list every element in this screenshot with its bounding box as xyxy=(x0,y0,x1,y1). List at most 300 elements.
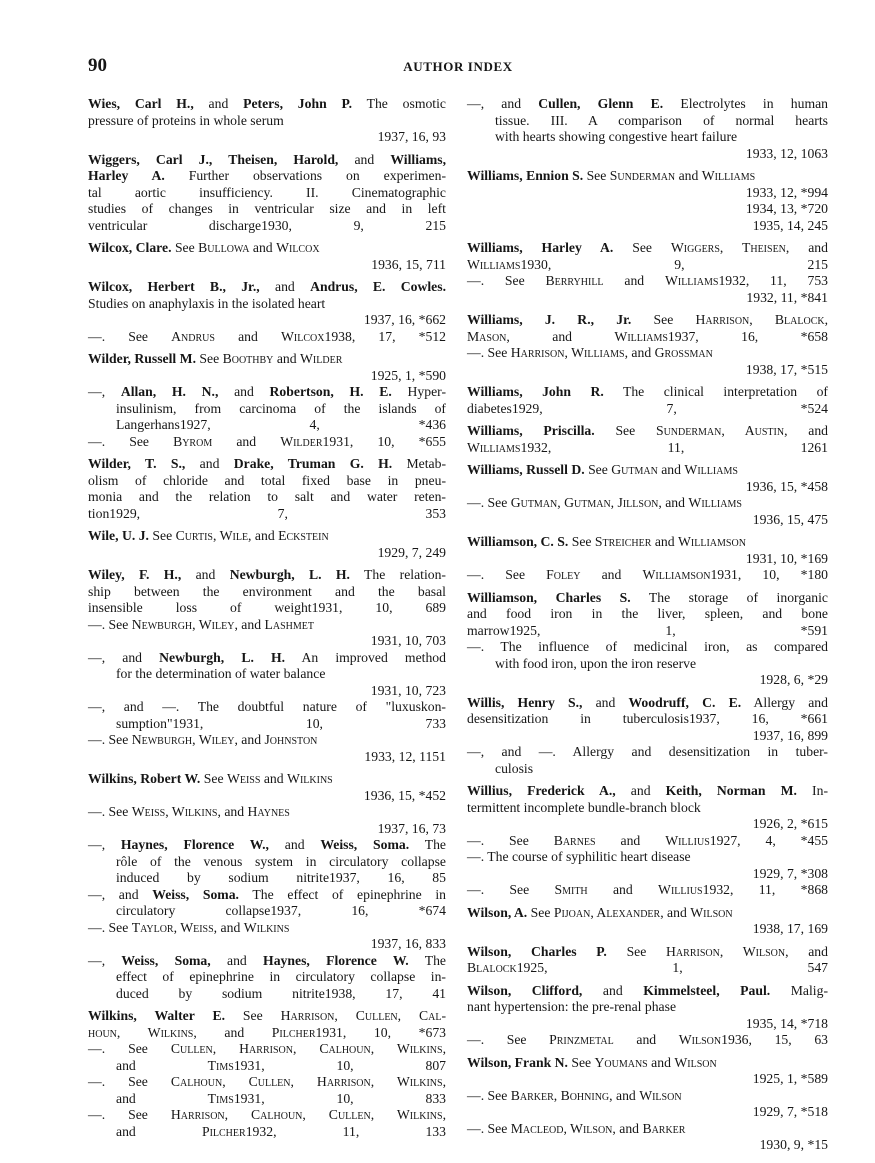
index-text: —. See xyxy=(88,328,172,344)
index-text: Andrus xyxy=(171,328,215,344)
index-text: marrow xyxy=(467,622,510,638)
index-text: pressure of proteins in whole serum xyxy=(88,112,284,128)
index-entry xyxy=(88,771,446,1002)
page-number: 90 xyxy=(88,55,107,76)
index-text: and xyxy=(580,567,643,582)
index-text: —. The course of syphilitic heart disease xyxy=(467,849,691,864)
citation: 1931, 10, 689 xyxy=(311,600,447,615)
index-text: Williams, xyxy=(390,151,446,167)
index-text: Andrus, E. Cowles. xyxy=(310,279,447,294)
citation: 1932, 11, 1261 xyxy=(520,439,828,455)
index-entry xyxy=(467,96,828,162)
index-text: and xyxy=(582,694,629,710)
citation: 1936, 15, 63 xyxy=(721,1032,828,1047)
index-text: See xyxy=(568,534,595,549)
index-text: monia and the relation to salt and water reten- xyxy=(88,489,446,504)
index-text: Wilkins, Walter E. xyxy=(88,1008,226,1023)
index-text: —. See xyxy=(88,804,132,819)
index-text: Williams xyxy=(614,328,668,344)
index-text: —. See xyxy=(467,882,555,897)
index-text: The xyxy=(408,952,446,968)
citation: 1930, 9, 215 xyxy=(520,256,828,272)
index-text: Williamson, Charles S. xyxy=(467,589,631,605)
index-text: —, and xyxy=(88,649,160,665)
index-text: See xyxy=(583,168,610,183)
index-text: Pijoan, Alexander, xyxy=(553,904,664,920)
index-text: Williams, Ennion S. xyxy=(467,168,584,183)
citation: 1937, 16, 93 xyxy=(377,129,446,144)
index-text: —, and —. The doubtful nature of "luxuskon- xyxy=(88,699,446,714)
index-text: See xyxy=(594,423,656,438)
citation: 1932, 11, *868 xyxy=(702,882,829,897)
index-text: Harrison, Cullen, Cal- xyxy=(280,1008,447,1023)
citation: 1927, 4, *436 xyxy=(179,417,446,432)
index-text: Youmans xyxy=(594,1054,648,1070)
index-text: —, and xyxy=(88,886,153,902)
index-text: Willius xyxy=(665,832,710,848)
index-text: Eckstein xyxy=(278,528,329,543)
index-text: Williamson xyxy=(642,567,711,582)
index-text: Weiss, Soma. xyxy=(152,886,239,902)
index-text: Wiley, F. H., xyxy=(88,567,182,582)
index-text: Woodruff, C. E. xyxy=(628,694,742,710)
citation: 1930, 9, 215 xyxy=(261,217,446,233)
index-text: nant hypertension: the pre-renal phase xyxy=(467,999,677,1014)
index-text: and xyxy=(615,783,666,798)
citation: 1932, 11, 133 xyxy=(245,1123,446,1139)
citation: 1926, 2, *615 xyxy=(752,816,828,831)
index-text: The osmotic xyxy=(352,96,446,111)
index-text: Kimmelsteel, Paul. xyxy=(643,982,771,998)
index-text: and xyxy=(338,151,391,167)
citation: 1929, 7, *524 xyxy=(511,400,828,416)
index-text: Wilder xyxy=(280,433,323,449)
index-entry xyxy=(88,279,446,345)
index-text: Newburgh, Wiley, xyxy=(131,616,238,632)
index-entry xyxy=(467,462,828,528)
index-text: —. See xyxy=(467,273,546,288)
index-text: Barker xyxy=(642,1120,686,1136)
index-text: See xyxy=(225,1008,281,1023)
index-text: and xyxy=(661,495,689,510)
index-text: and xyxy=(788,943,828,959)
index-text: See xyxy=(613,240,671,255)
index-text: and xyxy=(116,1057,208,1073)
index-text: induced by sodium nitrite xyxy=(116,870,330,885)
index-text: and xyxy=(615,1120,643,1136)
index-text: —. See xyxy=(467,1032,550,1047)
index-text: tal aortic insufficiency. II. Cinematographic xyxy=(88,184,446,200)
citation: 1937, 16, *662 xyxy=(363,312,446,327)
index-text: Wilson, A. xyxy=(467,904,528,920)
index-text: —, xyxy=(88,384,121,399)
index-text: —. See xyxy=(467,495,511,510)
index-text: See xyxy=(584,462,612,477)
index-text: Wilkins xyxy=(243,919,290,935)
citation: 1934, 13, *720 xyxy=(745,201,828,216)
index-text: and xyxy=(587,882,659,897)
index-text: and xyxy=(217,919,244,935)
index-text: sumption" xyxy=(116,715,173,731)
index-text: Wilson xyxy=(690,904,733,920)
index-entry xyxy=(467,783,828,899)
index-text: and xyxy=(613,1032,679,1047)
index-text: Foley xyxy=(546,567,581,582)
index-text: See xyxy=(196,351,223,366)
citation: 1936, 15, 475 xyxy=(752,511,828,527)
index-entry xyxy=(467,534,828,584)
citation: 1937, 16, 85 xyxy=(329,870,446,885)
index-text: circulatory collapse xyxy=(116,903,271,918)
index-text: Sunderman, Austin, xyxy=(655,423,788,438)
index-text: Wilson xyxy=(674,1054,717,1070)
index-text: tissue. III. A comparison of normal hearts xyxy=(495,112,828,128)
index-text: for the determination of water balance xyxy=(116,666,326,681)
index-text: Wilcox, Clare. xyxy=(88,240,172,255)
index-text: and xyxy=(237,616,265,632)
citation: 1938, 17, 41 xyxy=(324,985,447,1001)
index-text: Tims xyxy=(207,1090,234,1106)
right-column xyxy=(467,96,828,1160)
index-text: Further observations on experimen- xyxy=(164,168,446,183)
index-text: and xyxy=(196,1024,272,1040)
left-column xyxy=(88,96,446,1146)
citation: 1930, 9, *15 xyxy=(759,1137,828,1152)
index-text: In- xyxy=(796,783,829,798)
index-text: See xyxy=(200,771,227,786)
index-text: —. See xyxy=(467,1087,511,1103)
index-text: Williams xyxy=(701,168,756,183)
citation: 1935, 14, 245 xyxy=(752,217,828,233)
index-text: ventricular discharge xyxy=(88,217,262,233)
index-entry xyxy=(467,590,828,689)
citation: 1929, 7, 353 xyxy=(109,505,446,521)
index-text: Haynes, Florence W. xyxy=(263,952,409,968)
index-text: and xyxy=(193,96,244,111)
index-text: Prinzmetal xyxy=(549,1032,614,1047)
index-text: and xyxy=(237,732,265,747)
index-text: Williamson, C. S. xyxy=(467,534,569,549)
index-text: Weiss, Soma, xyxy=(121,952,211,968)
index-text: Cullen, Harrison, Calhoun, Wilkins, xyxy=(170,1041,446,1056)
index-text: Wilson, Frank N. xyxy=(467,1054,568,1070)
index-text: Haynes xyxy=(247,804,290,819)
index-text: and xyxy=(273,351,301,366)
index-text: Berryhill xyxy=(545,273,604,288)
citation: 1931, 10, 807 xyxy=(233,1057,447,1073)
index-text: See xyxy=(606,943,667,959)
index-entry xyxy=(467,312,828,378)
index-text: olism of chloride and total fixed base in pneu- xyxy=(88,472,446,488)
index-text: —. See xyxy=(467,567,547,582)
index-text: and xyxy=(612,1087,640,1103)
index-text: and xyxy=(657,462,685,477)
citation: 1937, 16, *674 xyxy=(270,903,446,918)
index-text: Barnes xyxy=(553,832,596,848)
citation: 1936, 15, *452 xyxy=(363,787,446,803)
index-text: Taylor, Weiss, xyxy=(131,919,218,935)
citation: 1937, 16, 833 xyxy=(370,936,446,951)
index-text: and xyxy=(603,273,665,288)
index-text: and xyxy=(218,384,270,399)
index-text: Wile, U. J. xyxy=(88,528,149,543)
index-text: and xyxy=(595,832,666,848)
index-text: and xyxy=(647,1054,675,1070)
index-text: culosis xyxy=(495,760,534,776)
citation: 1931, 10, *673 xyxy=(315,1024,447,1040)
citation: 1931, 10, *169 xyxy=(745,550,828,566)
index-entry xyxy=(88,567,446,765)
index-text: and xyxy=(185,456,234,471)
index-text: and xyxy=(651,534,679,549)
page-header xyxy=(88,55,828,81)
citation: 1931, 10, *180 xyxy=(710,567,829,582)
index-text: and xyxy=(628,345,655,360)
index-text: Allan, H. N., xyxy=(120,384,219,399)
citation: 1929, 7, *518 xyxy=(752,1104,828,1119)
index-text: —. See xyxy=(88,1074,171,1089)
index-text: Wilder, Russell M. xyxy=(88,351,196,366)
index-text: Robertson, H. E. xyxy=(269,384,392,399)
index-text: See xyxy=(171,240,199,255)
index-text: The relation- xyxy=(349,567,446,582)
index-text: Newburgh, Wiley, xyxy=(131,732,238,747)
index-text: See xyxy=(631,312,696,327)
index-text: and xyxy=(116,1123,202,1139)
index-text: See xyxy=(148,528,176,543)
index-text: Mason, xyxy=(467,328,510,344)
citation: 1931, 10, 703 xyxy=(370,633,446,648)
index-text: Langerhans xyxy=(116,417,180,432)
index-text: insensible loss of weight xyxy=(88,600,312,615)
index-entry xyxy=(88,152,446,235)
index-text: Williams, J. R., Jr. xyxy=(467,312,632,327)
index-entry xyxy=(88,1008,446,1140)
index-text: —, and xyxy=(467,96,539,111)
index-text: insulinism, from carcinoma of the islands of xyxy=(116,400,446,416)
index-text: Williams, Russell D. xyxy=(467,462,585,477)
running-title: AUTHOR INDEX xyxy=(403,59,513,74)
index-text: Willius xyxy=(658,882,703,897)
index-text: and xyxy=(181,567,230,582)
index-text: Blalock xyxy=(467,960,517,975)
index-text: Williams, John R. xyxy=(467,384,604,399)
citation: 1929, 7, 249 xyxy=(377,544,446,560)
index-text: and xyxy=(582,982,644,998)
index-text: The effect of epinephrine in xyxy=(238,886,447,902)
index-text: Wilkins, Robert W. xyxy=(88,771,201,786)
index-text: Wilson, Clifford, xyxy=(467,982,583,998)
index-text: Barker, Bohning, xyxy=(510,1087,613,1103)
index-text: Williams xyxy=(467,439,521,455)
index-text: Cullen, Glenn E. xyxy=(538,96,664,111)
citation: 1925, 1, *589 xyxy=(752,1071,828,1086)
index-text: and xyxy=(789,240,828,255)
citation: 1936, 15, *458 xyxy=(745,478,828,494)
index-entry xyxy=(88,456,446,522)
index-text: Willis, Henry S., xyxy=(467,694,583,710)
citation: 1933, 12, *994 xyxy=(745,184,828,200)
index-text: Haynes, Florence W., xyxy=(120,837,269,852)
index-text: —. The influence of medicinal iron, as compared xyxy=(467,639,828,654)
index-text: Gutman xyxy=(611,462,658,477)
index-text: Harrison, Calhoun, Cullen, Wilkins, xyxy=(170,1107,446,1122)
index-text: —. See xyxy=(467,345,511,360)
index-text: studies of changes in ventricular size and in left xyxy=(88,201,446,216)
citation: 1937, 16, *661 xyxy=(688,711,829,726)
citation: 1933, 12, 1151 xyxy=(364,748,446,764)
index-text: Macleod, Wilson, xyxy=(510,1120,616,1136)
index-entry xyxy=(467,944,828,977)
index-text: and xyxy=(675,168,702,183)
index-entry xyxy=(467,1055,828,1154)
citation: 1938, 17, *515 xyxy=(745,361,828,377)
index-text: —. See xyxy=(88,1041,171,1056)
citation: 1935, 14, *718 xyxy=(745,1015,828,1031)
index-text: Hyper- xyxy=(391,384,447,399)
citation: 1931, 10, 733 xyxy=(172,715,446,731)
index-text: and xyxy=(268,837,321,852)
index-entry xyxy=(88,240,446,273)
index-text: —. See xyxy=(467,832,554,848)
citation: 1931, 10, 833 xyxy=(233,1090,447,1106)
index-text: Wilder xyxy=(300,351,343,366)
index-text: Wilson xyxy=(678,1032,722,1047)
index-text: —. See xyxy=(88,1107,171,1122)
index-text: and xyxy=(663,904,691,920)
index-text: —, xyxy=(88,837,121,852)
index-text: tion xyxy=(88,505,110,521)
index-text: Williams xyxy=(684,462,738,477)
index-text: Wilder, T. S., xyxy=(88,456,186,471)
index-text: Newburgh, L. H. xyxy=(229,567,350,582)
index-text: —, xyxy=(88,952,122,968)
index-entry xyxy=(467,423,828,456)
index-text: Newburgh, L. H. xyxy=(159,649,286,665)
index-text: Wilcox, Herbert B., Jr., xyxy=(88,279,260,294)
index-text: Gutman, Gutman, Jillson, xyxy=(510,495,662,510)
index-text: Boothby xyxy=(222,351,274,366)
index-text: Drake, Truman G. H. xyxy=(233,456,393,471)
index-text: and food iron in the liver, spleen, and bone xyxy=(467,606,828,621)
index-text: Wilcox xyxy=(280,328,325,344)
citation: 1938, 17, *512 xyxy=(324,328,447,344)
index-text: Lashmet xyxy=(264,616,314,632)
index-text: Harrison, Blalock, xyxy=(695,312,829,327)
index-text: ship between the environment and the basal xyxy=(88,583,446,599)
index-entry xyxy=(467,240,828,306)
citation: 1932, 11, *841 xyxy=(746,289,828,305)
citation: 1925, 1, *590 xyxy=(370,367,446,383)
index-text: Williamson xyxy=(678,534,746,549)
index-text: —. See xyxy=(88,616,132,632)
index-text: and xyxy=(787,423,829,438)
index-text: Keith, Norman M. xyxy=(665,783,797,798)
index-text: Sunderman xyxy=(609,168,676,183)
index-text: —. See xyxy=(88,732,132,747)
index-text: Wilkins xyxy=(287,771,333,786)
index-text: —. See xyxy=(467,1120,511,1136)
index-text: and xyxy=(210,952,264,968)
index-text: See xyxy=(527,904,554,920)
index-text: Weiss, Wilkins, xyxy=(131,804,221,819)
index-text: See xyxy=(567,1054,595,1070)
index-text: and xyxy=(509,328,615,344)
index-text: Williams xyxy=(664,273,719,288)
index-text: Pilcher xyxy=(271,1024,316,1040)
index-text: Harrison, Wilson, xyxy=(666,943,789,959)
index-text: and xyxy=(259,279,311,294)
index-text: Bullowa xyxy=(198,240,250,255)
index-text: The storage of inorganic xyxy=(630,589,828,605)
citation: 1932, 11, 753 xyxy=(718,273,829,288)
index-text: houn, Wilkins, xyxy=(88,1024,197,1040)
index-text: Pilcher xyxy=(201,1123,246,1139)
citation: 1927, 4, *455 xyxy=(709,832,829,848)
index-entry xyxy=(88,528,446,561)
index-text: and xyxy=(251,528,279,543)
index-text: Harley A. xyxy=(88,168,165,183)
citation: 1929, 7, *308 xyxy=(752,865,828,881)
index-text: and xyxy=(116,1090,208,1106)
index-text: and xyxy=(212,433,281,449)
index-text: duced by sodium nitrite xyxy=(116,985,325,1001)
citation: 1925, 1, 547 xyxy=(516,960,828,975)
index-entry xyxy=(467,695,828,778)
index-text: The clinical interpretation of xyxy=(603,384,828,399)
index-text: Allergy and xyxy=(741,694,828,710)
index-text: An improved method xyxy=(285,649,446,665)
index-entry xyxy=(88,351,446,450)
index-text: and xyxy=(260,771,288,786)
citation: 1937, 16, *658 xyxy=(667,328,829,344)
index-text: and xyxy=(220,804,248,819)
citation: 1938, 17, 169 xyxy=(752,921,828,936)
index-text: with food iron, upon the iron reserve xyxy=(495,655,697,671)
index-text: diabetes xyxy=(467,400,512,416)
index-text: Electrolytes in human xyxy=(663,96,829,111)
index-text: Peters, John P. xyxy=(243,96,353,111)
index-text: rôle of the venous system in circulatory collapse xyxy=(116,853,446,869)
index-entry xyxy=(467,168,828,234)
index-text: and xyxy=(249,240,277,255)
index-text: Wilcox xyxy=(276,240,320,255)
index-text: Wilson xyxy=(639,1087,682,1103)
index-text: Grossman xyxy=(654,345,713,360)
index-text: Wiggers, Carl J., Theisen, Harold, xyxy=(88,151,339,167)
index-text: Streicher xyxy=(594,534,652,549)
index-text: Weiss xyxy=(226,771,261,786)
index-entry xyxy=(467,983,828,1049)
citation: 1928, 6, *29 xyxy=(759,672,828,687)
index-text: Johnston xyxy=(264,732,318,747)
citation: 1936, 15, 711 xyxy=(371,256,446,272)
index-text: Wies, Carl H., xyxy=(88,96,194,111)
index-entry xyxy=(467,905,828,938)
index-text: —, and —. Allergy and desensitization in tuber- xyxy=(467,744,828,759)
index-text: Willius, Frederick A., xyxy=(467,783,616,798)
index-text: Curtis, Wile, xyxy=(175,528,252,543)
citation: 1933, 12, 1063 xyxy=(745,145,828,161)
index-text: Tims xyxy=(207,1057,234,1073)
citation: 1937, 16, 73 xyxy=(377,820,446,836)
citation: 1937, 16, 899 xyxy=(752,727,828,743)
citation: 1931, 10, *655 xyxy=(322,433,447,449)
index-text: Williams xyxy=(467,256,521,272)
index-text: desensitization in tuberculosis xyxy=(467,711,689,726)
index-text: Weiss, Soma. xyxy=(320,837,410,852)
index-text: Wiggers, Theisen, xyxy=(670,240,790,255)
